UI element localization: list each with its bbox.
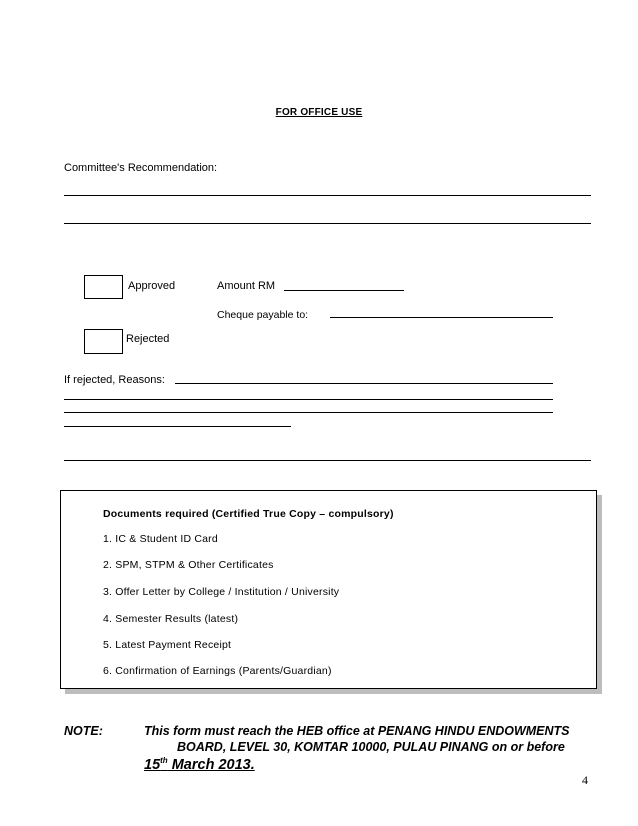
documents-required-box <box>60 490 597 689</box>
document-item-1: 1. IC & Student ID Card <box>103 533 218 545</box>
office-use-title: FOR OFFICE USE <box>275 107 363 118</box>
cheque-payable-label: Cheque payable to: <box>217 309 309 321</box>
document-item-6: 6. Confirmation of Earnings (Parents/Guardian) <box>103 665 332 677</box>
note-line-2: BOARD, LEVEL 30, KOMTAR 10000, PULAU PINANG on or before <box>177 740 565 754</box>
rejected-label: Rejected <box>126 333 170 345</box>
document-item-3: 3. Offer Letter by College / Institution / University <box>103 586 340 598</box>
reasons-line-1[interactable] <box>175 383 553 384</box>
reasons-line-2[interactable] <box>64 399 553 400</box>
approved-label: Approved <box>128 280 176 292</box>
deadline-day: 15 <box>144 756 161 773</box>
recommendation-line-2[interactable] <box>64 223 591 224</box>
rejected-checkbox[interactable] <box>84 329 123 354</box>
approved-checkbox[interactable] <box>84 275 123 299</box>
note-label: NOTE: <box>64 724 103 738</box>
documents-required-heading: Documents required (Certified True Copy – compulsory) <box>103 508 394 520</box>
document-item-5: 5. Latest Payment Receipt <box>103 639 232 651</box>
document-item-2: 2. SPM, STPM & Other Certificates <box>103 559 274 571</box>
cheque-payable-field[interactable] <box>330 317 553 318</box>
amount-rm-label: Amount RM <box>217 280 276 292</box>
reasons-line-4[interactable] <box>64 426 291 427</box>
note-line-1: This form must reach the HEB office at PENANG HINDU ENDOWMENTS <box>144 724 570 738</box>
recommendation-line-1[interactable] <box>64 195 591 196</box>
deadline-month-year: March 2013. <box>167 756 255 773</box>
committee-recommendation-label: Committee's Recommendation: <box>64 162 218 174</box>
page-number: 4 <box>582 773 588 787</box>
reasons-line-3[interactable] <box>64 412 553 413</box>
extra-notes-line[interactable] <box>64 460 591 461</box>
amount-rm-field[interactable] <box>284 290 404 291</box>
rejected-reasons-label: If rejected, Reasons: <box>64 374 165 386</box>
deadline-day-suffix: th <box>160 756 168 765</box>
deadline-date <box>144 756 255 773</box>
document-item-4: 4. Semester Results (latest) <box>103 613 239 625</box>
